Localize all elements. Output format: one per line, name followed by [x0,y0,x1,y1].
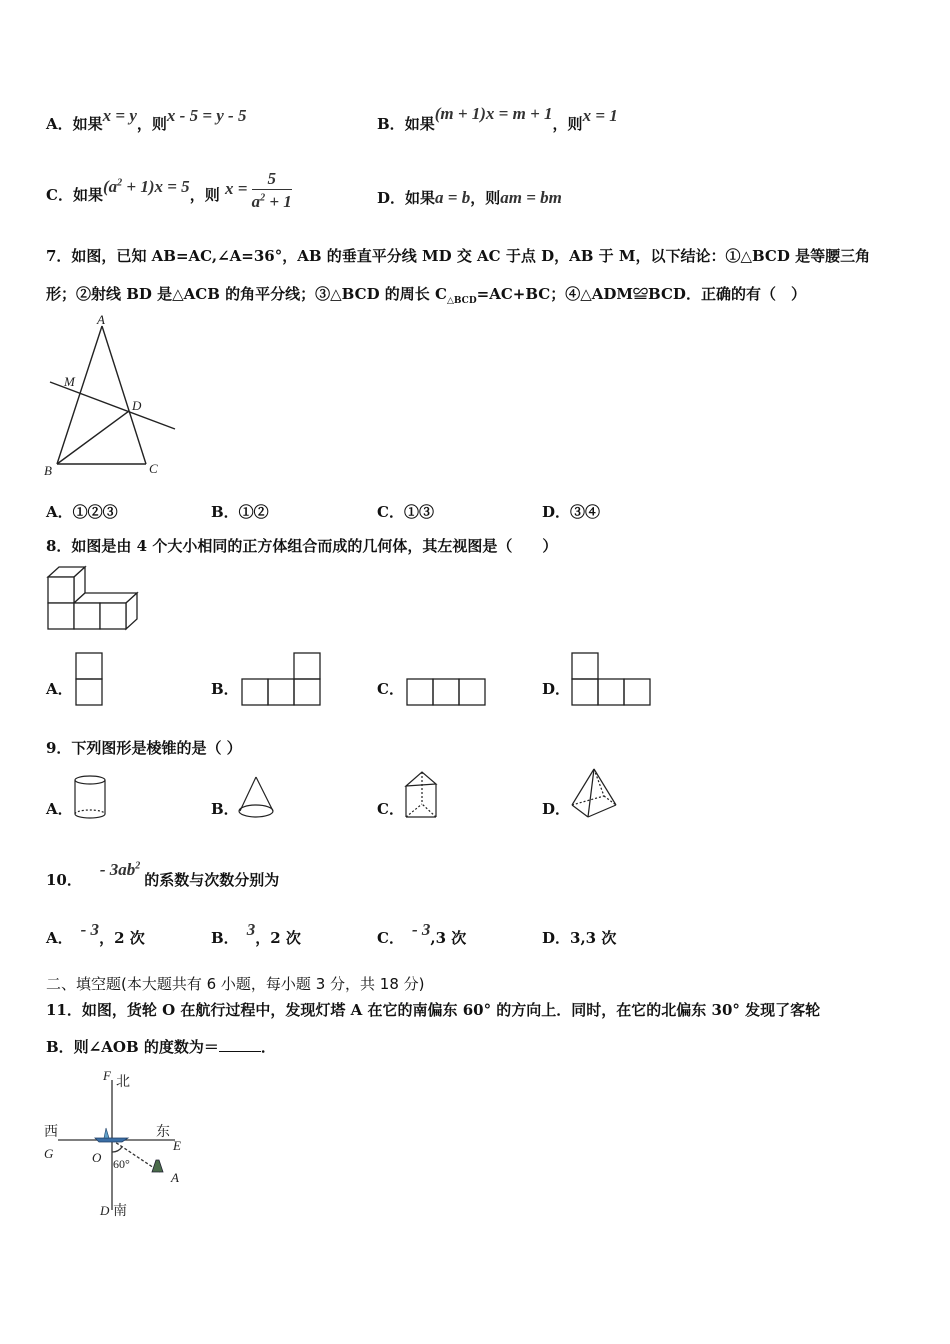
label-o: O [92,1150,102,1165]
q10-option-c: C． - 3,3 次 [377,920,467,947]
q9-stem: 9．下列图形是棱锥的是（ ） [46,739,242,757]
q8-option-d: D． [542,680,571,698]
q7-stem-line2: 形；②射线 BD 是△ACB 的角平分线；③△BCD 的周长 $C_{\triangle BCD}=AC+BC$；④△ADM≌BCD．正确的有（ ） [46,285,806,306]
q10-option-d: D．3,3 次 [542,929,617,947]
label-south: 南 [113,1203,127,1219]
label-g: G [44,1146,54,1161]
q7-option-d: D．③④ [542,503,601,521]
label-east: 东 [156,1124,170,1140]
lighthouse-icon [152,1160,163,1172]
label-a: A [171,1170,179,1185]
q8-option-b: B． [211,680,239,698]
fraction: $\frac{5}{a^2 + 1}$ [251,169,292,211]
q10-stem: 10．- $3ab^2$的系数与次数分别为 [46,860,280,889]
q6-option-d: D．如果a = b，则am = bm [377,188,562,207]
q7-option-a: A．①②③ [46,503,118,521]
label-f: F [103,1068,111,1083]
label-d: D [100,1203,110,1218]
q9-option-a: A． [46,800,73,818]
q11-stem-line1: 11．如图，货轮 O 在航行过程中，发现灯塔 A 在它的南偏东 60° 的方向上．同时，在它的北偏东 30° 发现了客轮 [46,1001,821,1019]
q10-option-a: A． - 3，2 次 [46,920,145,947]
label-west: 西 [44,1124,58,1140]
label-a: A [97,312,105,327]
q7-stem-line1: 7．如图，已知 AB=AC,∠A=36°，AB 的垂直平分线 MD 交 AC 于点 D，AB 于 M，以下结论：①△BCD 是等腰三角 [46,247,871,265]
q8-option-c: C． [377,680,404,698]
q10-option-b: B． 3，2 次 [211,920,301,947]
q11-stem-line2: B．则∠AOB 的度数为＝ ． [46,1038,276,1056]
label-e: E [173,1138,181,1153]
label-c: C [149,461,158,476]
section-title: 二、填空题(本大题共有 6 小题，每小题 3 分，共 18 分) [46,975,425,993]
q6-option-a: A．如果x = y，则x - 5 = y - 5 [46,106,247,133]
q8-stem: 8．如图是由 4 个大小相同的正方体组合而成的几何体，其左视图是（ ） [46,537,558,555]
q7-option-b: B．①② [211,503,269,521]
label-m: M [64,374,75,389]
q6-option-b: B．如果(m + 1)x = m + 1，则x = 1 [377,104,618,133]
q9-option-b: B． [211,800,239,818]
label-d: D [132,398,142,413]
q9-option-d: D． [542,800,571,818]
label-b: B [44,463,52,478]
q6-option-c: C．如果$(a^2 + 1)x = 5$，则 x = $\frac{5}{a^2 + 1}$ [46,169,292,211]
q8-option-a: A． [46,680,73,698]
q9-option-c: C． [377,800,404,818]
label-angle: 60° [113,1157,130,1171]
q7-option-c: C．①③ [377,503,434,521]
label-north: 北 [116,1074,130,1090]
